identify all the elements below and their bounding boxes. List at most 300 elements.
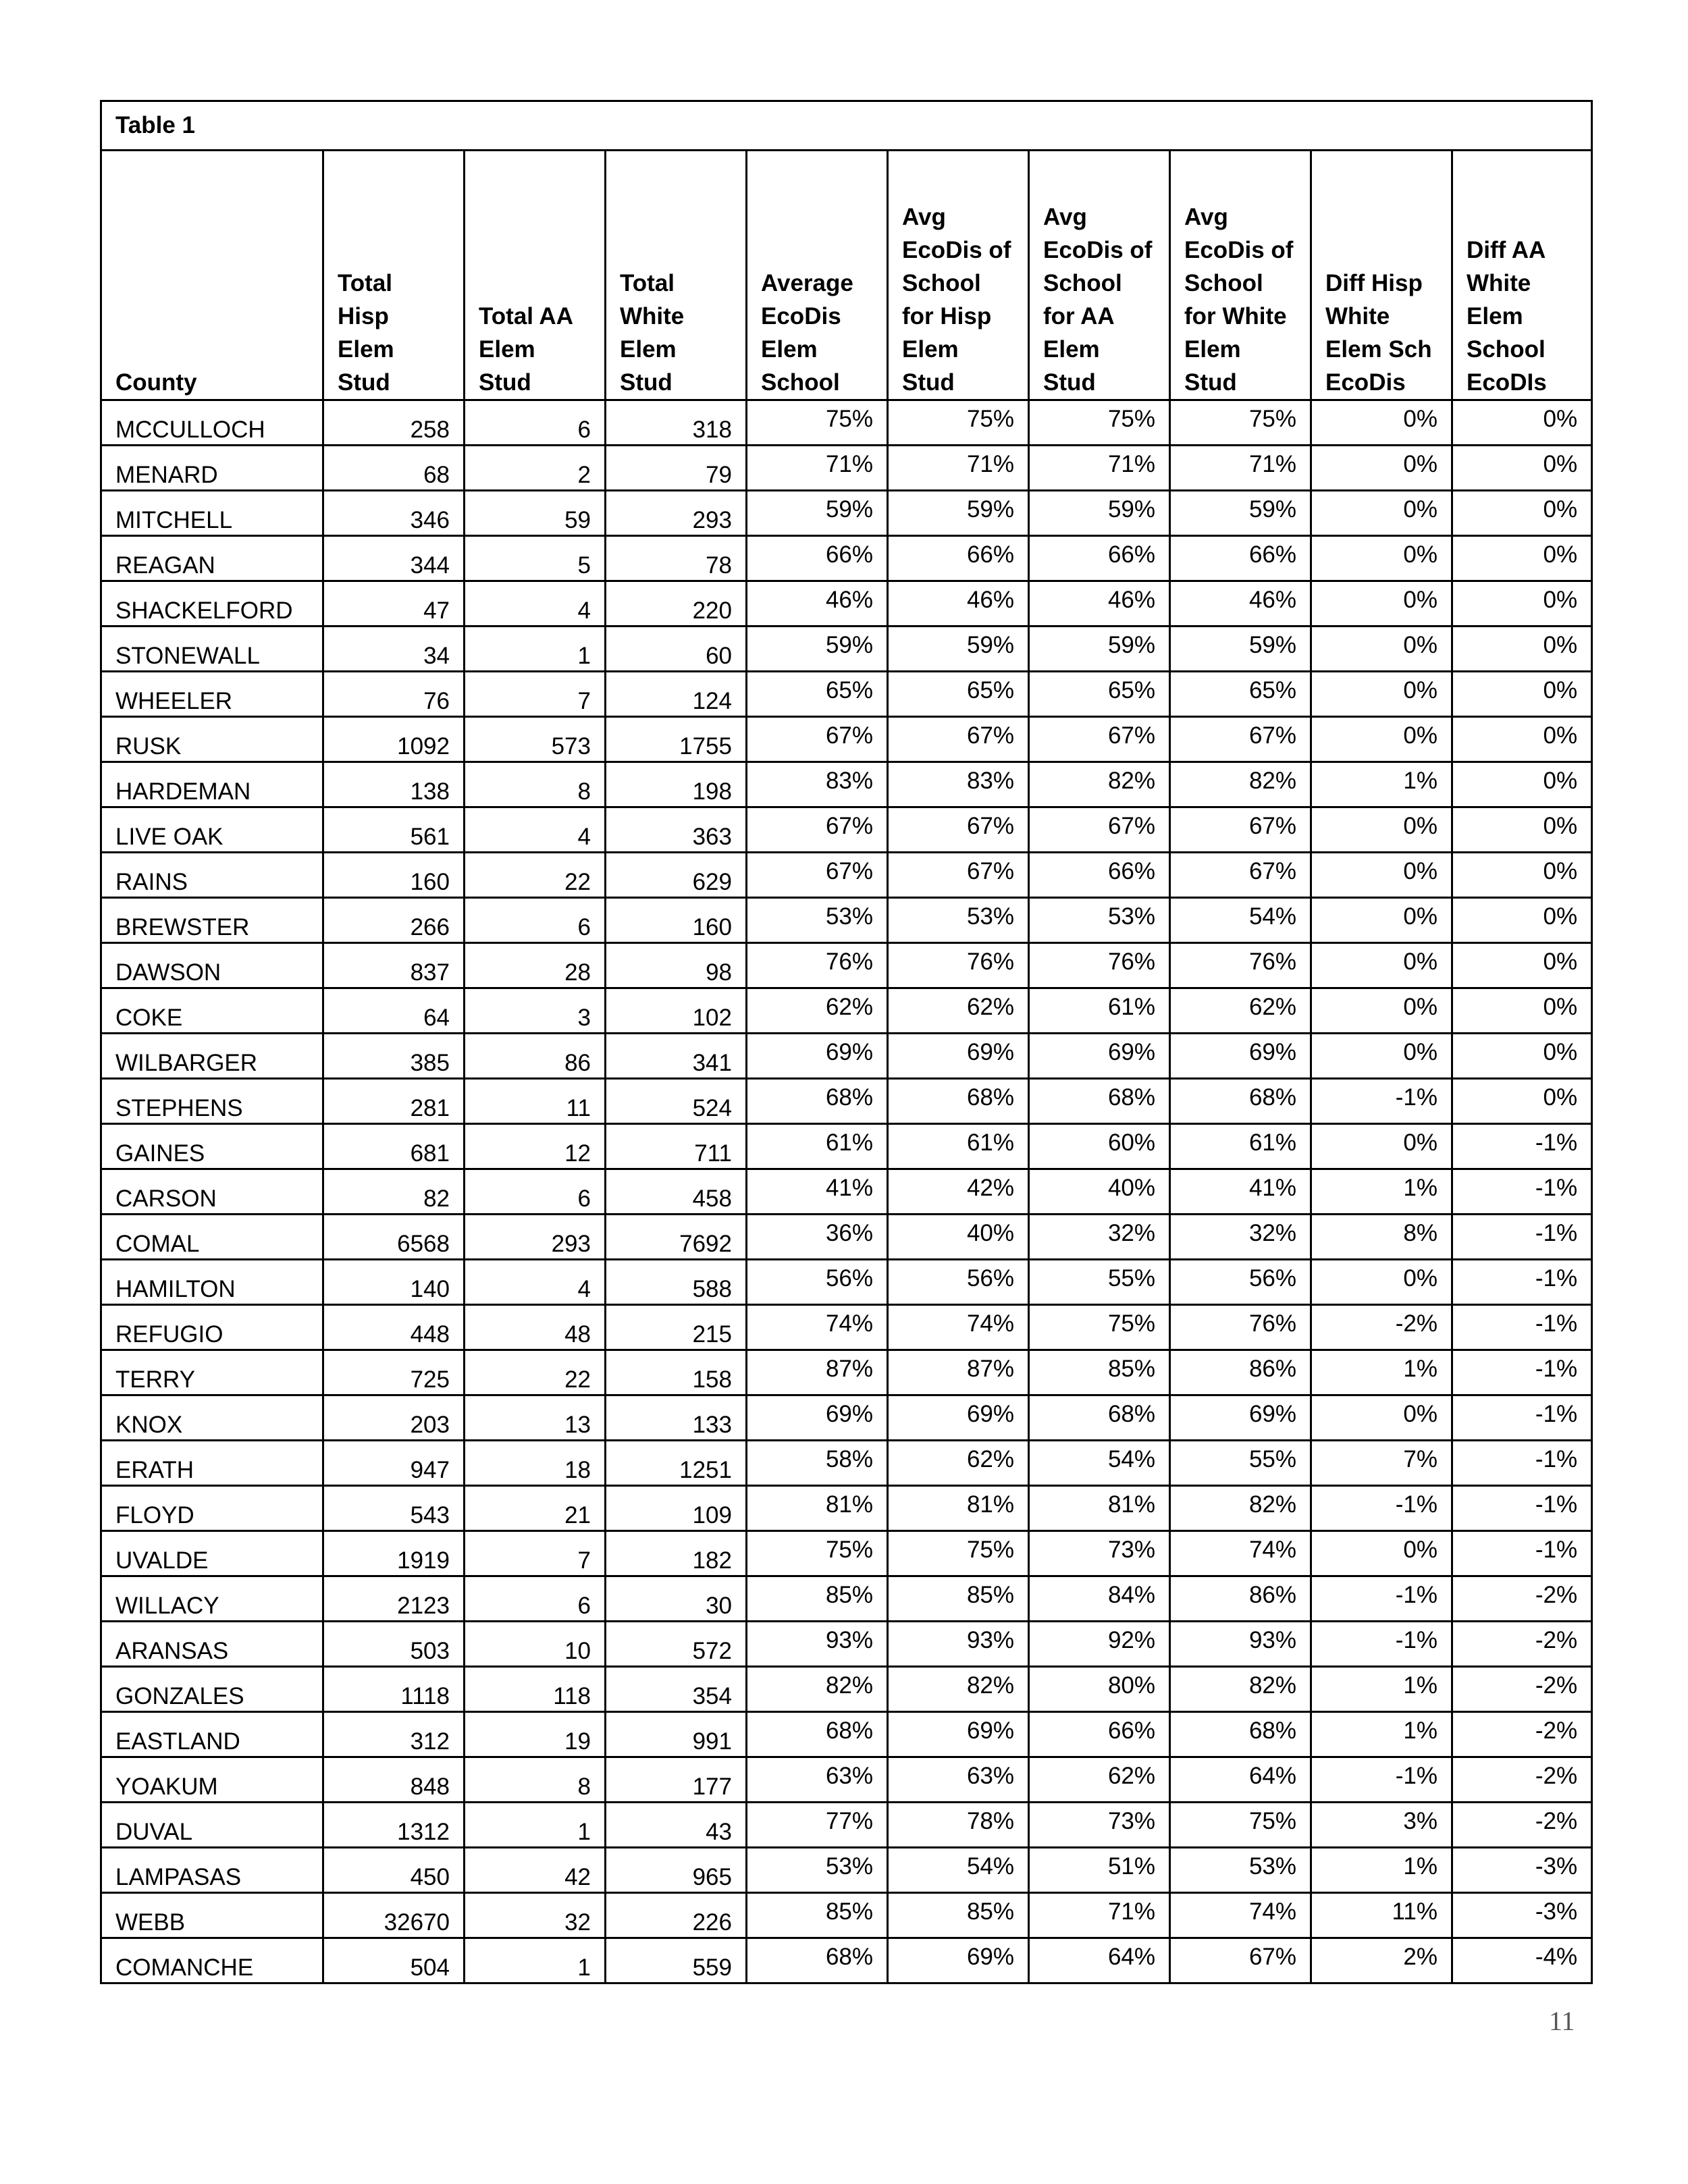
county-cell: WILLACY bbox=[101, 1576, 323, 1622]
value-cell: 32% bbox=[1029, 1215, 1170, 1260]
value-cell: 1755 bbox=[606, 717, 747, 762]
value-cell: 64 bbox=[323, 988, 465, 1034]
value-cell: 86 bbox=[465, 1034, 606, 1079]
county-cell: FLOYD bbox=[101, 1486, 323, 1531]
value-cell: 69% bbox=[1170, 1034, 1311, 1079]
value-cell: 2% bbox=[1311, 1938, 1452, 1983]
value-cell: 0% bbox=[1452, 1079, 1592, 1124]
value-cell: 42% bbox=[888, 1169, 1029, 1215]
value-cell: 258 bbox=[323, 400, 465, 446]
value-cell: 6 bbox=[465, 1576, 606, 1622]
county-cell: MENARD bbox=[101, 446, 323, 491]
value-cell: 59% bbox=[747, 491, 888, 536]
value-cell: -2% bbox=[1311, 1305, 1452, 1350]
value-cell: 0% bbox=[1452, 627, 1592, 672]
value-cell: 341 bbox=[606, 1034, 747, 1079]
value-cell: 71% bbox=[1170, 446, 1311, 491]
value-cell: 55% bbox=[1170, 1441, 1311, 1486]
value-cell: 32 bbox=[465, 1893, 606, 1938]
value-cell: 79 bbox=[606, 446, 747, 491]
value-cell: 0% bbox=[1311, 943, 1452, 988]
value-cell: 53% bbox=[1029, 898, 1170, 943]
value-cell: 198 bbox=[606, 762, 747, 807]
value-cell: 36% bbox=[747, 1215, 888, 1260]
value-cell: 93% bbox=[1170, 1622, 1311, 1667]
value-cell: 220 bbox=[606, 581, 747, 627]
value-cell: 69% bbox=[747, 1395, 888, 1441]
value-cell: 8 bbox=[465, 1757, 606, 1803]
value-cell: 2 bbox=[465, 446, 606, 491]
value-cell: 0% bbox=[1311, 446, 1452, 491]
column-header: Diff Hisp White Elem Sch EcoDis bbox=[1311, 151, 1452, 400]
value-cell: 1 bbox=[465, 627, 606, 672]
value-cell: 59% bbox=[888, 491, 1029, 536]
value-cell: 573 bbox=[465, 717, 606, 762]
county-cell: WEBB bbox=[101, 1893, 323, 1938]
value-cell: -3% bbox=[1452, 1848, 1592, 1893]
value-cell: 46% bbox=[1170, 581, 1311, 627]
value-cell: 54% bbox=[888, 1848, 1029, 1893]
value-cell: 7 bbox=[465, 1531, 606, 1576]
value-cell: 504 bbox=[323, 1938, 465, 1983]
value-cell: 69% bbox=[888, 1034, 1029, 1079]
table-row bbox=[101, 1215, 1592, 1260]
column-header: Diff AA White Elem School EcoDIs bbox=[1452, 151, 1592, 400]
value-cell: 7692 bbox=[606, 1215, 747, 1260]
value-cell: 63% bbox=[888, 1757, 1029, 1803]
value-cell: 82% bbox=[747, 1667, 888, 1712]
value-cell: 68% bbox=[1029, 1395, 1170, 1441]
table-row bbox=[101, 1441, 1592, 1486]
value-cell: 0% bbox=[1452, 446, 1592, 491]
value-cell: 59% bbox=[888, 627, 1029, 672]
value-cell: 102 bbox=[606, 988, 747, 1034]
table-row bbox=[101, 1395, 1592, 1441]
value-cell: 524 bbox=[606, 1079, 747, 1124]
value-cell: 54% bbox=[1170, 898, 1311, 943]
county-cell: REAGAN bbox=[101, 536, 323, 581]
value-cell: 76% bbox=[1170, 1305, 1311, 1350]
county-cell: GAINES bbox=[101, 1124, 323, 1169]
value-cell: 59% bbox=[1170, 627, 1311, 672]
table-body bbox=[101, 400, 1592, 1983]
value-cell: 0% bbox=[1311, 536, 1452, 581]
county-cell: RUSK bbox=[101, 717, 323, 762]
value-cell: 0% bbox=[1452, 536, 1592, 581]
value-cell: 82 bbox=[323, 1169, 465, 1215]
value-cell: 947 bbox=[323, 1441, 465, 1486]
value-cell: 1% bbox=[1311, 1712, 1452, 1757]
value-cell: 12 bbox=[465, 1124, 606, 1169]
value-cell: -1% bbox=[1311, 1622, 1452, 1667]
county-cell: CARSON bbox=[101, 1169, 323, 1215]
value-cell: 215 bbox=[606, 1305, 747, 1350]
value-cell: 85% bbox=[1029, 1350, 1170, 1395]
value-cell: 74% bbox=[747, 1305, 888, 1350]
value-cell: 0% bbox=[1452, 1034, 1592, 1079]
value-cell: 75% bbox=[1170, 1803, 1311, 1848]
value-cell: 81% bbox=[1029, 1486, 1170, 1531]
value-cell: 66% bbox=[1029, 536, 1170, 581]
table-row bbox=[101, 898, 1592, 943]
value-cell: 85% bbox=[888, 1893, 1029, 1938]
value-cell: 138 bbox=[323, 762, 465, 807]
value-cell: 0% bbox=[1452, 717, 1592, 762]
table-header-row bbox=[101, 151, 1592, 400]
value-cell: 59% bbox=[1029, 627, 1170, 672]
county-cell: ARANSAS bbox=[101, 1622, 323, 1667]
value-cell: 64% bbox=[1170, 1757, 1311, 1803]
value-cell: 67% bbox=[888, 853, 1029, 898]
value-cell: 64% bbox=[1029, 1938, 1170, 1983]
value-cell: 312 bbox=[323, 1712, 465, 1757]
value-cell: 51% bbox=[1029, 1848, 1170, 1893]
value-cell: -2% bbox=[1452, 1667, 1592, 1712]
value-cell: -1% bbox=[1311, 1576, 1452, 1622]
value-cell: -1% bbox=[1452, 1395, 1592, 1441]
value-cell: 6 bbox=[465, 898, 606, 943]
value-cell: 76% bbox=[747, 943, 888, 988]
value-cell: 61% bbox=[747, 1124, 888, 1169]
value-cell: 69% bbox=[888, 1395, 1029, 1441]
value-cell: 82% bbox=[1029, 762, 1170, 807]
value-cell: -2% bbox=[1452, 1757, 1592, 1803]
value-cell: 84% bbox=[1029, 1576, 1170, 1622]
value-cell: 13 bbox=[465, 1395, 606, 1441]
value-cell: 19 bbox=[465, 1712, 606, 1757]
value-cell: 66% bbox=[1029, 1712, 1170, 1757]
value-cell: 4 bbox=[465, 1260, 606, 1305]
column-header: Average EcoDis Elem School bbox=[747, 151, 888, 400]
value-cell: 1312 bbox=[323, 1803, 465, 1848]
value-cell: 75% bbox=[1029, 400, 1170, 446]
value-cell: 6 bbox=[465, 1169, 606, 1215]
value-cell: -2% bbox=[1452, 1622, 1592, 1667]
value-cell: 0% bbox=[1452, 988, 1592, 1034]
page-number: 11 bbox=[1549, 2006, 1575, 2036]
value-cell: 0% bbox=[1311, 988, 1452, 1034]
value-cell: 4 bbox=[465, 807, 606, 853]
value-cell: 160 bbox=[606, 898, 747, 943]
value-cell: 85% bbox=[747, 1576, 888, 1622]
table-row bbox=[101, 1757, 1592, 1803]
value-cell: 182 bbox=[606, 1531, 747, 1576]
table-row bbox=[101, 581, 1592, 627]
value-cell: 22 bbox=[465, 853, 606, 898]
value-cell: 78 bbox=[606, 536, 747, 581]
value-cell: 7% bbox=[1311, 1441, 1452, 1486]
value-cell: 62% bbox=[1029, 1757, 1170, 1803]
table-caption-row bbox=[101, 101, 1592, 151]
value-cell: 450 bbox=[323, 1848, 465, 1893]
value-cell: 71% bbox=[888, 446, 1029, 491]
value-cell: 448 bbox=[323, 1305, 465, 1350]
value-cell: 61% bbox=[1029, 988, 1170, 1034]
value-cell: 32% bbox=[1170, 1215, 1311, 1260]
table-row bbox=[101, 807, 1592, 853]
value-cell: 65% bbox=[1029, 672, 1170, 717]
value-cell: 73% bbox=[1029, 1531, 1170, 1576]
value-cell: 67% bbox=[888, 807, 1029, 853]
value-cell: 69% bbox=[888, 1712, 1029, 1757]
county-cell: COMANCHE bbox=[101, 1938, 323, 1983]
value-cell: 0% bbox=[1452, 943, 1592, 988]
value-cell: 0% bbox=[1311, 627, 1452, 672]
county-cell: STEPHENS bbox=[101, 1079, 323, 1124]
table-row bbox=[101, 1260, 1592, 1305]
value-cell: 53% bbox=[1170, 1848, 1311, 1893]
county-cell: EASTLAND bbox=[101, 1712, 323, 1757]
value-cell: 67% bbox=[747, 853, 888, 898]
column-header: Avg EcoDis of School for Hisp Elem Stud bbox=[888, 151, 1029, 400]
value-cell: 0% bbox=[1311, 491, 1452, 536]
data-table bbox=[100, 100, 1593, 1984]
value-cell: 69% bbox=[747, 1034, 888, 1079]
table-row bbox=[101, 988, 1592, 1034]
value-cell: 1% bbox=[1311, 1169, 1452, 1215]
table-row bbox=[101, 853, 1592, 898]
value-cell: 54% bbox=[1029, 1441, 1170, 1486]
value-cell: 318 bbox=[606, 400, 747, 446]
value-cell: 98 bbox=[606, 943, 747, 988]
value-cell: 93% bbox=[747, 1622, 888, 1667]
table-row bbox=[101, 1079, 1592, 1124]
value-cell: 82% bbox=[1170, 1486, 1311, 1531]
value-cell: 0% bbox=[1452, 762, 1592, 807]
value-cell: 0% bbox=[1452, 400, 1592, 446]
value-cell: 59% bbox=[747, 627, 888, 672]
value-cell: 69% bbox=[888, 1938, 1029, 1983]
value-cell: 87% bbox=[888, 1350, 1029, 1395]
value-cell: 385 bbox=[323, 1034, 465, 1079]
value-cell: 281 bbox=[323, 1079, 465, 1124]
table-row bbox=[101, 717, 1592, 762]
table-row bbox=[101, 1622, 1592, 1667]
value-cell: 65% bbox=[888, 672, 1029, 717]
county-cell: TERRY bbox=[101, 1350, 323, 1395]
value-cell: 61% bbox=[1170, 1124, 1311, 1169]
value-cell: 71% bbox=[1029, 1893, 1170, 1938]
county-cell: LAMPASAS bbox=[101, 1848, 323, 1893]
value-cell: 46% bbox=[888, 581, 1029, 627]
value-cell: 69% bbox=[1029, 1034, 1170, 1079]
value-cell: 65% bbox=[1170, 672, 1311, 717]
value-cell: 559 bbox=[606, 1938, 747, 1983]
value-cell: 82% bbox=[1170, 762, 1311, 807]
value-cell: 67% bbox=[1170, 717, 1311, 762]
value-cell: 75% bbox=[888, 1531, 1029, 1576]
table-row bbox=[101, 672, 1592, 717]
value-cell: 543 bbox=[323, 1486, 465, 1531]
value-cell: 81% bbox=[747, 1486, 888, 1531]
value-cell: 11 bbox=[465, 1079, 606, 1124]
value-cell: 63% bbox=[747, 1757, 888, 1803]
value-cell: 53% bbox=[747, 1848, 888, 1893]
value-cell: -1% bbox=[1452, 1124, 1592, 1169]
table-row bbox=[101, 1486, 1592, 1531]
value-cell: 203 bbox=[323, 1395, 465, 1441]
value-cell: 86% bbox=[1170, 1576, 1311, 1622]
value-cell: 1919 bbox=[323, 1531, 465, 1576]
value-cell: 80% bbox=[1029, 1667, 1170, 1712]
value-cell: 0% bbox=[1311, 853, 1452, 898]
value-cell: 5 bbox=[465, 536, 606, 581]
table-row bbox=[101, 1667, 1592, 1712]
value-cell: 1% bbox=[1311, 762, 1452, 807]
value-cell: 0% bbox=[1452, 491, 1592, 536]
value-cell: 71% bbox=[1029, 446, 1170, 491]
value-cell: 140 bbox=[323, 1260, 465, 1305]
value-cell: 68% bbox=[747, 1938, 888, 1983]
county-cell: HAMILTON bbox=[101, 1260, 323, 1305]
value-cell: 55% bbox=[1029, 1260, 1170, 1305]
county-cell: ERATH bbox=[101, 1441, 323, 1486]
value-cell: 76% bbox=[1029, 943, 1170, 988]
table-row bbox=[101, 1893, 1592, 1938]
table-row bbox=[101, 762, 1592, 807]
value-cell: 67% bbox=[888, 717, 1029, 762]
county-cell: WHEELER bbox=[101, 672, 323, 717]
value-cell: 83% bbox=[888, 762, 1029, 807]
value-cell: 56% bbox=[1170, 1260, 1311, 1305]
value-cell: -1% bbox=[1311, 1486, 1452, 1531]
value-cell: -2% bbox=[1452, 1803, 1592, 1848]
value-cell: -1% bbox=[1452, 1169, 1592, 1215]
value-cell: 503 bbox=[323, 1622, 465, 1667]
value-cell: 109 bbox=[606, 1486, 747, 1531]
value-cell: 67% bbox=[1170, 807, 1311, 853]
value-cell: 74% bbox=[1170, 1893, 1311, 1938]
table-row bbox=[101, 1124, 1592, 1169]
value-cell: -1% bbox=[1452, 1441, 1592, 1486]
value-cell: 41% bbox=[747, 1169, 888, 1215]
value-cell: 837 bbox=[323, 943, 465, 988]
value-cell: 68% bbox=[747, 1079, 888, 1124]
value-cell: 67% bbox=[747, 807, 888, 853]
value-cell: 0% bbox=[1311, 1124, 1452, 1169]
table-row bbox=[101, 446, 1592, 491]
column-header: Total AA Elem Stud bbox=[465, 151, 606, 400]
value-cell: -3% bbox=[1452, 1893, 1592, 1938]
value-cell: 0% bbox=[1311, 717, 1452, 762]
value-cell: 62% bbox=[888, 988, 1029, 1034]
county-cell: DAWSON bbox=[101, 943, 323, 988]
value-cell: 458 bbox=[606, 1169, 747, 1215]
table-row bbox=[101, 1712, 1592, 1757]
value-cell: 266 bbox=[323, 898, 465, 943]
value-cell: 0% bbox=[1311, 581, 1452, 627]
value-cell: 82% bbox=[888, 1667, 1029, 1712]
value-cell: 76% bbox=[888, 943, 1029, 988]
table-row bbox=[101, 1305, 1592, 1350]
value-cell: 75% bbox=[1170, 400, 1311, 446]
value-cell: 0% bbox=[1311, 1260, 1452, 1305]
value-cell: 68% bbox=[1029, 1079, 1170, 1124]
county-cell: UVALDE bbox=[101, 1531, 323, 1576]
county-cell: STONEWALL bbox=[101, 627, 323, 672]
table-row bbox=[101, 1350, 1592, 1395]
value-cell: 48 bbox=[465, 1305, 606, 1350]
value-cell: -1% bbox=[1452, 1486, 1592, 1531]
value-cell: 0% bbox=[1311, 1034, 1452, 1079]
value-cell: 62% bbox=[888, 1441, 1029, 1486]
value-cell: 0% bbox=[1311, 898, 1452, 943]
value-cell: 68 bbox=[323, 446, 465, 491]
value-cell: 11% bbox=[1311, 1893, 1452, 1938]
county-cell: WILBARGER bbox=[101, 1034, 323, 1079]
value-cell: 133 bbox=[606, 1395, 747, 1441]
value-cell: 21 bbox=[465, 1486, 606, 1531]
value-cell: 8% bbox=[1311, 1215, 1452, 1260]
value-cell: 711 bbox=[606, 1124, 747, 1169]
value-cell: 10 bbox=[465, 1622, 606, 1667]
value-cell: 62% bbox=[1170, 988, 1311, 1034]
value-cell: 67% bbox=[1170, 853, 1311, 898]
value-cell: -2% bbox=[1452, 1712, 1592, 1757]
value-cell: 86% bbox=[1170, 1350, 1311, 1395]
value-cell: 46% bbox=[1029, 581, 1170, 627]
county-cell: COMAL bbox=[101, 1215, 323, 1260]
value-cell: 1 bbox=[465, 1938, 606, 1983]
value-cell: 991 bbox=[606, 1712, 747, 1757]
value-cell: 8 bbox=[465, 762, 606, 807]
value-cell: 59% bbox=[1170, 491, 1311, 536]
value-cell: 2123 bbox=[323, 1576, 465, 1622]
value-cell: -1% bbox=[1452, 1305, 1592, 1350]
value-cell: 81% bbox=[888, 1486, 1029, 1531]
county-cell: KNOX bbox=[101, 1395, 323, 1441]
column-header: Total Hisp Elem Stud bbox=[323, 151, 465, 400]
table-title: Table 1 bbox=[101, 101, 1592, 151]
column-header: Avg EcoDis of School for White Elem Stud bbox=[1170, 151, 1311, 400]
value-cell: 69% bbox=[1170, 1395, 1311, 1441]
value-cell: 46% bbox=[747, 581, 888, 627]
value-cell: 53% bbox=[888, 898, 1029, 943]
value-cell: 87% bbox=[747, 1350, 888, 1395]
value-cell: 76 bbox=[323, 672, 465, 717]
table-row bbox=[101, 536, 1592, 581]
county-cell: BREWSTER bbox=[101, 898, 323, 943]
value-cell: 1% bbox=[1311, 1350, 1452, 1395]
value-cell: -1% bbox=[1452, 1531, 1592, 1576]
value-cell: 71% bbox=[747, 446, 888, 491]
value-cell: 848 bbox=[323, 1757, 465, 1803]
column-header-county: County bbox=[101, 151, 323, 400]
value-cell: 66% bbox=[888, 536, 1029, 581]
value-cell: 561 bbox=[323, 807, 465, 853]
value-cell: 58% bbox=[747, 1441, 888, 1486]
value-cell: 0% bbox=[1452, 898, 1592, 943]
value-cell: 75% bbox=[747, 1531, 888, 1576]
value-cell: 41% bbox=[1170, 1169, 1311, 1215]
value-cell: 59 bbox=[465, 491, 606, 536]
value-cell: 93% bbox=[888, 1622, 1029, 1667]
value-cell: -1% bbox=[1452, 1215, 1592, 1260]
value-cell: 572 bbox=[606, 1622, 747, 1667]
table-row bbox=[101, 1848, 1592, 1893]
value-cell: 74% bbox=[888, 1305, 1029, 1350]
value-cell: 62% bbox=[747, 988, 888, 1034]
county-cell: RAINS bbox=[101, 853, 323, 898]
value-cell: -1% bbox=[1311, 1757, 1452, 1803]
value-cell: 681 bbox=[323, 1124, 465, 1169]
value-cell: 66% bbox=[747, 536, 888, 581]
value-cell: 1251 bbox=[606, 1441, 747, 1486]
value-cell: 67% bbox=[1170, 1938, 1311, 1983]
value-cell: 85% bbox=[747, 1893, 888, 1938]
column-header: Avg EcoDis of School for AA Elem Stud bbox=[1029, 151, 1170, 400]
value-cell: 293 bbox=[465, 1215, 606, 1260]
